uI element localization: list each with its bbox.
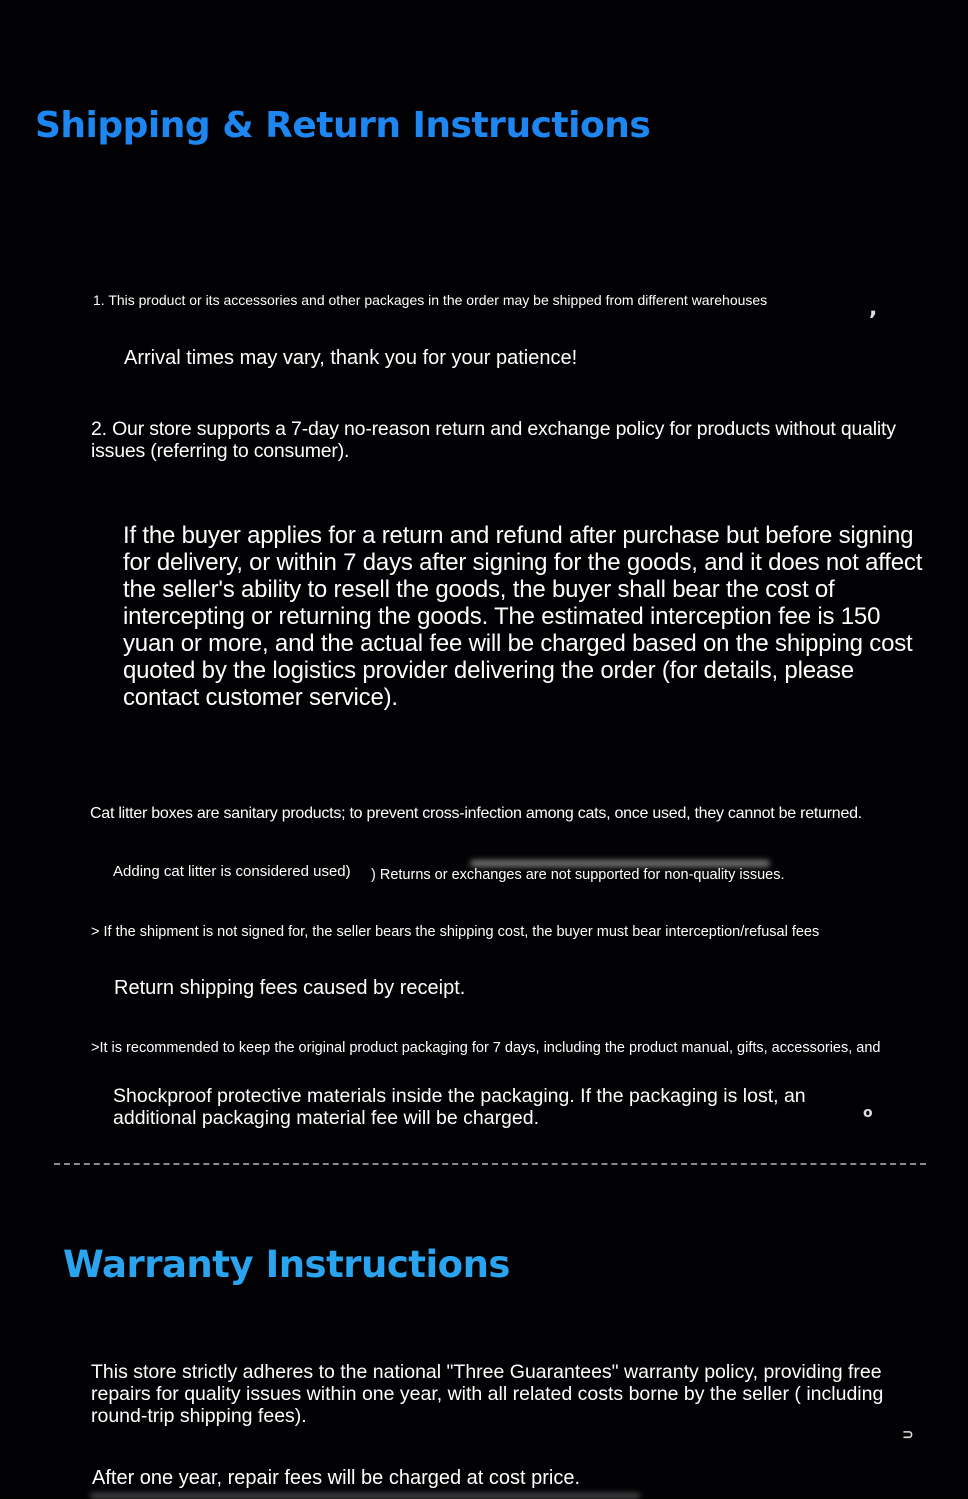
shipping-title: Shipping & Return Instructions: [35, 105, 651, 146]
bracket-mark: ⊃: [902, 1427, 914, 1443]
blurred-text-bottom: [90, 1493, 640, 1499]
non-quality-return-note: ) Returns or exchanges are not supported for non-quality issues.: [371, 867, 785, 883]
cat-litter-used-note: Adding cat litter is considered used): [113, 863, 351, 880]
post-warranty-fee-note: After one year, repair fees will be charged at cost price.: [92, 1467, 581, 1489]
circle-mark: o: [863, 1105, 873, 1121]
packaging-recommendation: >It is recommended to keep the original product packaging for 7 days, including the product manual, gifts, accessories, and: [91, 1040, 881, 1056]
litter-box-notice: Cat litter boxes are sanitary products; to prevent cross-infection among cats, once used, they cannot be returned.: [90, 805, 862, 822]
comma-mark: ,: [869, 296, 878, 321]
return-shipping-fee-note: Return shipping fees caused by receipt.: [114, 977, 466, 999]
section-divider: [54, 1163, 926, 1165]
return-policy-paragraph: 2. Our store supports a 7-day no-reason return and exchange policy for products without quality issues (referring to consumer).: [91, 418, 896, 462]
shipping-note-1: 1. This product or its accessories and other packages in the order may be shipped from different warehouses: [93, 292, 768, 308]
unsigned-shipment-note: > If the shipment is not signed for, the seller bears the shipping cost, the buyer must bear interception/refusal fees: [91, 924, 820, 940]
interception-fee-paragraph: If the buyer applies for a return and refund after purchase but before signing for delivery, or within 7 days after signing for the goods, and it does not affect the seller's ability to resell the goods, the buyer shall bear the cost of intercepting or returning the goods. The estimated interception fee is 150 yuan or more, and the actual fee will be charged based on the shipping cost quoted by the logistics provider delivering the order (for details, please contact customer service).: [123, 522, 923, 711]
packaging-fee-note: Shockproof protective materials inside the packaging. If the packaging is lost, an additional packaging material fee will be charged.: [113, 1085, 806, 1129]
warranty-title: Warranty Instructions: [63, 1243, 510, 1286]
shipping-note-1-continued: Arrival times may vary, thank you for your patience!: [124, 347, 578, 369]
three-guarantees-paragraph: This store strictly adheres to the national "Three Guarantees" warranty policy, providing free repairs for quality issues within one year, with all related costs borne by the seller ( including round-trip shipping fees).: [91, 1361, 884, 1427]
